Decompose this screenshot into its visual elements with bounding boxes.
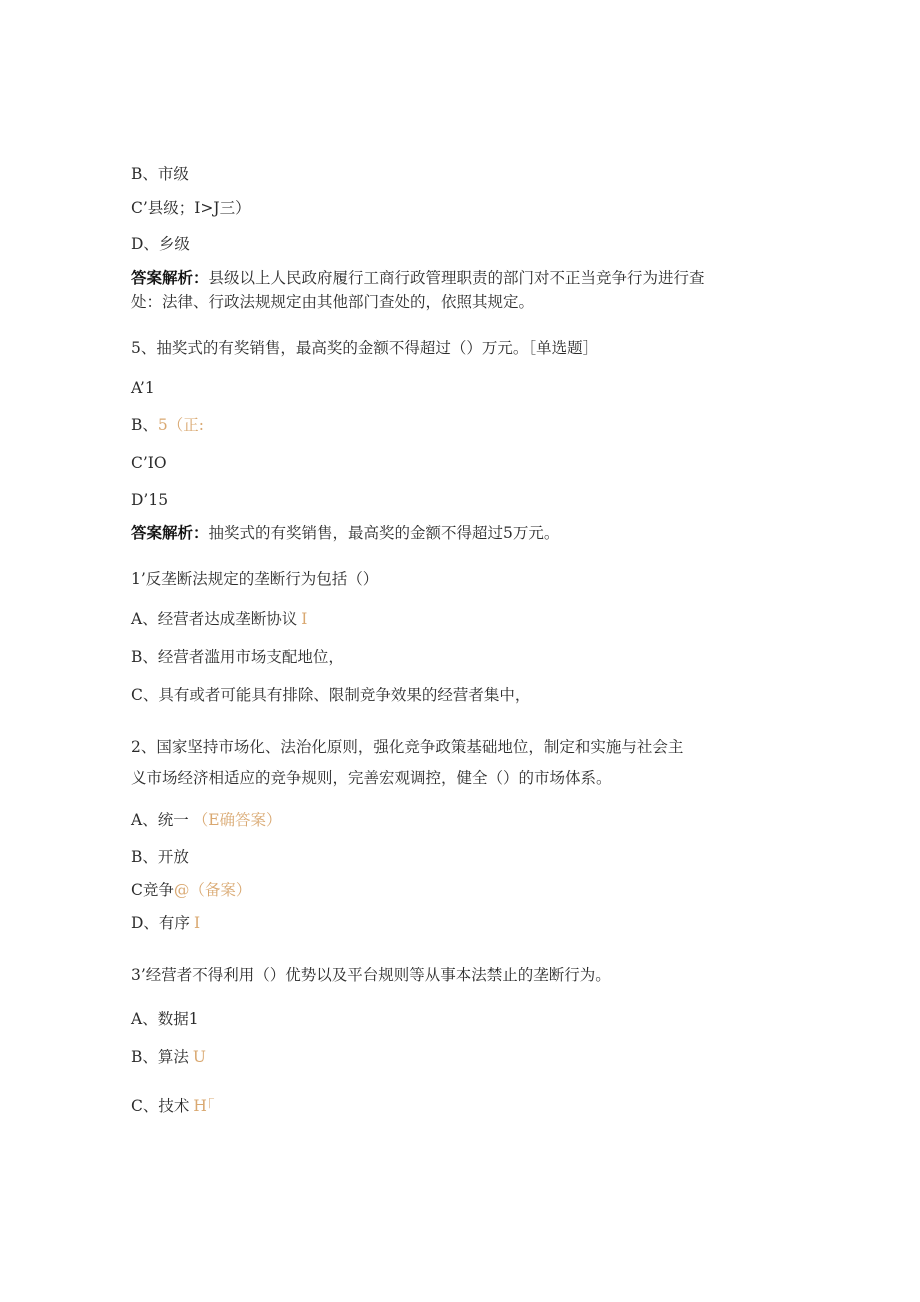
q5-option-a: A’1: [131, 379, 155, 397]
q2-option-c: C竞争@（备案）: [131, 881, 252, 899]
answer-label: 答案解析：: [131, 524, 209, 542]
q3-option-b: B、算法 U: [131, 1048, 206, 1066]
question-2-cont: 义市场经济相适应的竞争规则，完善宏观调控，健全（）的市场体系。: [131, 769, 612, 787]
q2-option-b: B、开放: [131, 848, 189, 866]
question-5: 5、抽奖式的有奖销售，最高奖的金额不得超过（）万元。［单选题］: [131, 339, 599, 357]
answer-mark: U: [192, 1048, 206, 1066]
answer-mark: 5（正:: [157, 416, 204, 434]
question-2: 2、国家坚持市场化、法治化原则，强化竞争政策基础地位，制定和实施与社会主: [131, 738, 684, 756]
answer-mark: I: [301, 610, 308, 628]
question-1: 1’反垄断法规定的垄断行为包括（）: [131, 570, 379, 588]
answer-explanation-1: 答案解析：县级以上人民政府履行工商行政管理职责的部门对不正当竞争行为进行查: [131, 269, 705, 287]
q2-option-d: D、有序 I: [131, 914, 201, 932]
q1-option-b: B、经营者滥用市场支配地位，: [131, 648, 344, 666]
q1-option-c: C、具有或者可能具有排除、限制竞争效果的经营者集中，: [131, 686, 531, 704]
q3-option-c: C、技术 H｢: [131, 1097, 215, 1115]
option-d-township: D、乡级: [131, 235, 190, 253]
q1-option-a: A、经营者达成垄断协议 I: [131, 610, 308, 628]
option-c-county: C’县级；I>J三）: [131, 199, 251, 217]
q5-option-c: C’IO: [131, 454, 167, 472]
q3-option-a: A、数据1: [131, 1010, 199, 1028]
answer-explanation-1-cont: 处：法律、行政法规规定由其他部门查处的，依照其规定。: [131, 293, 535, 311]
answer-mark: I: [193, 914, 201, 932]
q5-option-b: B、5（正:: [131, 416, 204, 434]
answer-label: 答案解析：: [131, 269, 209, 287]
q5-option-d: D’15: [131, 491, 169, 509]
answer-mark: @（备案）: [173, 881, 252, 899]
answer-explanation-5: 答案解析：抽奖式的有奖销售，最高奖的金额不得超过5万元。: [131, 524, 560, 542]
question-3: 3’经营者不得利用（）优势以及平台规则等从事本法禁止的垄断行为。: [131, 966, 611, 984]
answer-mark: （E确答案）: [192, 811, 282, 829]
q2-option-a: A、统一 （E确答案）: [131, 811, 282, 829]
answer-mark: H｢: [193, 1097, 215, 1115]
option-b-city: B、市级: [131, 165, 189, 183]
